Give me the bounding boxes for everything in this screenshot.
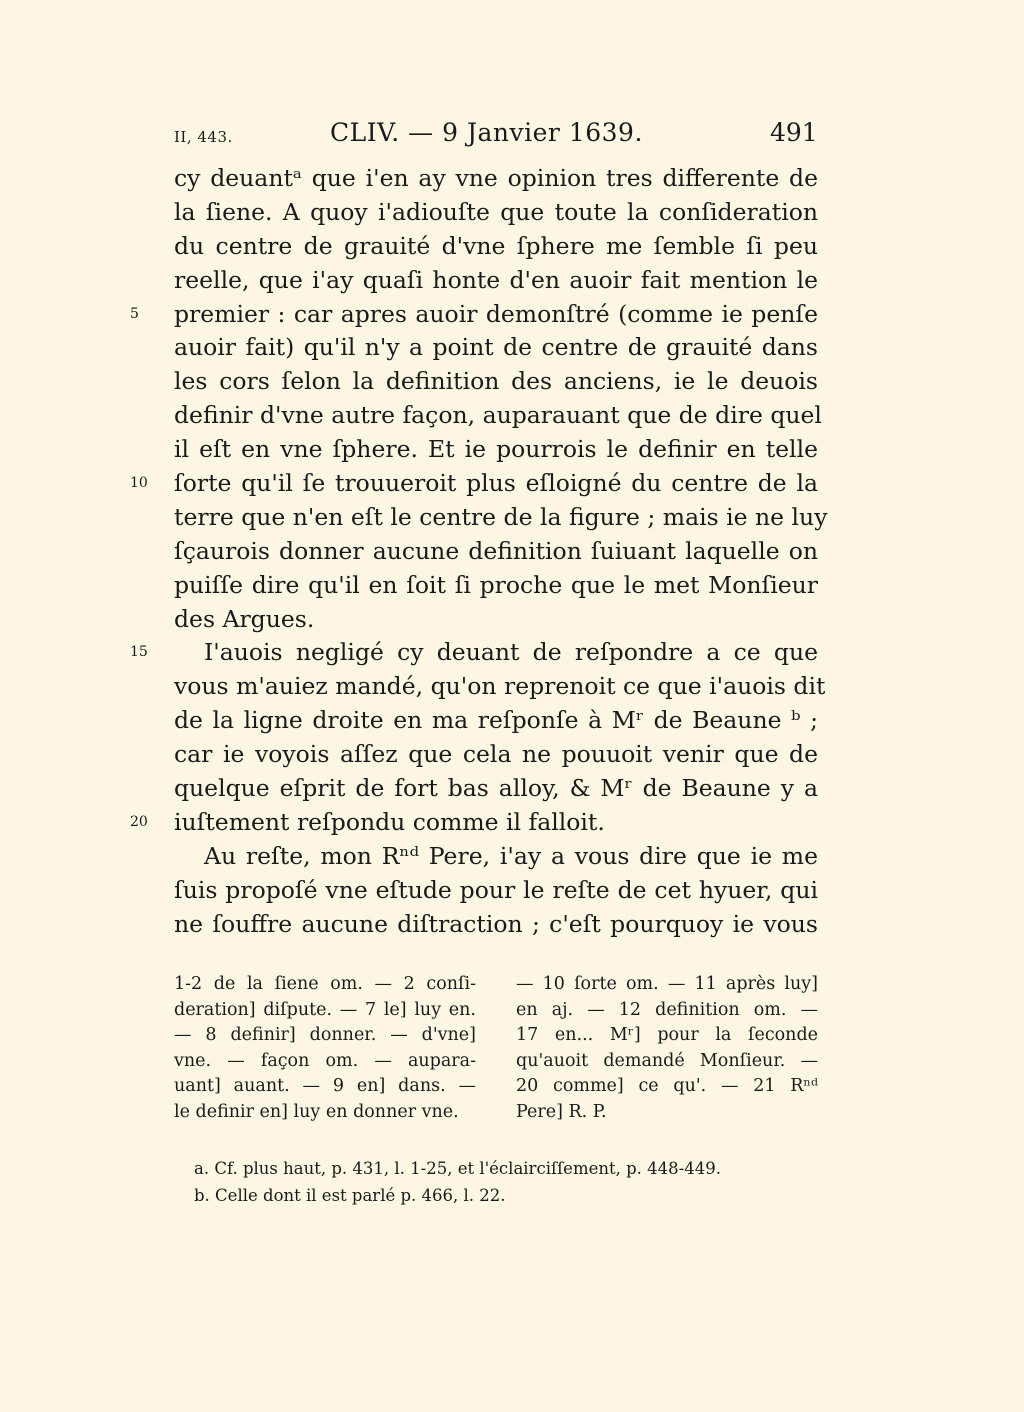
text-line-content: ſuis propoſé vne eſtude pour le reſte de cet hyuer, qui bbox=[174, 875, 818, 904]
text-line bbox=[174, 331, 818, 365]
variant-line: 20 comme] ce qu'. — 21 Rⁿᵈ bbox=[516, 1076, 818, 1096]
letter-body bbox=[130, 162, 828, 941]
text-line-content: des Argues. bbox=[174, 604, 315, 633]
variants-right-column bbox=[516, 972, 818, 1125]
text-line bbox=[174, 264, 818, 298]
text-line-content: ne ſouffre aucune diſtraction ; c'eſt pourquoy ie vous bbox=[174, 909, 818, 938]
variants-left-column bbox=[174, 972, 476, 1125]
text-line bbox=[174, 162, 818, 196]
text-line-content: definir d'vne autre façon, auparauant que de dire quel bbox=[174, 401, 822, 430]
text-line bbox=[174, 433, 818, 467]
variant-line: uant] auant. — 9 en] dans. — bbox=[174, 1076, 476, 1096]
text-line bbox=[174, 399, 822, 433]
text-line bbox=[174, 501, 828, 535]
text-line-content: ſorte qu'il ſe trouueroit plus eſloigné du centre de la bbox=[174, 469, 818, 498]
text-line-content: cy deuantᵃ que i'en ay vne opinion tres differente de bbox=[174, 164, 818, 192]
variant-line: en aj. — 12 definition om. — bbox=[516, 999, 818, 1020]
text-line bbox=[174, 704, 818, 738]
text-line-content: les cors ſelon la definition des anciens, ie le deuois bbox=[174, 367, 818, 396]
text-line bbox=[174, 670, 826, 704]
text-line bbox=[130, 806, 818, 840]
text-line-content: I'auois negligé cy deuant de reſpondre a ce que bbox=[204, 638, 818, 667]
running-header bbox=[0, 118, 1024, 154]
text-line-content: la ſiene. A quoy i'adiouſte que toute la conſideration bbox=[174, 197, 818, 226]
footnote: b. Celle dont il est parlé p. 466, l. 22. bbox=[194, 1186, 506, 1205]
text-line bbox=[174, 535, 818, 569]
text-line bbox=[174, 908, 818, 942]
variant-line: qu'auoit demandé Monſieur. — bbox=[516, 1050, 818, 1071]
variant-line: le definir en] luy en donner vne. bbox=[174, 1101, 459, 1122]
line-number: 10 bbox=[130, 475, 148, 492]
text-line-content: Au reſte, mon Rⁿᵈ Pere, i'ay a vous dire que ie me bbox=[204, 841, 818, 870]
text-line-content: reelle, que i'ay quaſi honte d'en auoir fait mention le bbox=[174, 265, 818, 294]
footnotes bbox=[194, 1155, 721, 1209]
line-number: 20 bbox=[130, 813, 148, 830]
text-line-content: quelque eſprit de fort bas alloy, & Mʳ de Beaune y a bbox=[174, 774, 818, 803]
text-line-content: ſçaurois donner aucune definition ſuiuant laquelle on bbox=[174, 536, 818, 565]
text-line-content: du centre de grauité d'vne ſphere me ſemble ſi peu bbox=[174, 231, 818, 260]
page-number: 491 bbox=[770, 118, 818, 147]
text-line bbox=[174, 772, 818, 806]
text-line-content: terre que n'en eſt le centre de la figure ; mais ie ne luy bbox=[174, 502, 828, 531]
text-line bbox=[174, 569, 818, 603]
text-line bbox=[174, 738, 818, 772]
text-line bbox=[174, 230, 818, 264]
line-number: 15 bbox=[130, 644, 148, 661]
text-line-content: iuſtement reſpondu comme il falloit. bbox=[174, 807, 605, 836]
text-line bbox=[130, 298, 818, 332]
text-line-content: car ie voyois aſſez que cela ne pouuoit venir que de bbox=[174, 740, 818, 769]
text-line bbox=[174, 840, 818, 874]
variant-line: deration] diſpute. — 7 le] luy en. bbox=[174, 999, 476, 1020]
variant-line: — 8 definir] donner. — d'vne] bbox=[174, 1025, 476, 1045]
footnote: a. Cf. plus haut, p. 431, l. 1-25, et l'éclairciſſement, p. 448-449. bbox=[194, 1159, 721, 1178]
text-line-content: premier : car apres auoir demonſtré (comme ie penſe bbox=[174, 299, 818, 328]
text-line-content: auoir fait) qu'il n'y a point de centre de grauité dans bbox=[174, 333, 818, 362]
text-line-content: de la ligne droite en ma reſponſe à Mʳ de Beaune ᵇ ; bbox=[174, 706, 818, 735]
text-line bbox=[174, 874, 818, 908]
text-line bbox=[174, 603, 818, 637]
variant-line: 1-2 de la ſiene om. — 2 conſi- bbox=[174, 974, 476, 994]
variant-line: 17 en... Mʳ] pour la ſeconde bbox=[516, 1025, 818, 1045]
text-line-content: vous m'auiez mandé, qu'on reprenoit ce que i'auois dit bbox=[174, 672, 826, 701]
text-line bbox=[174, 365, 818, 399]
variant-line: — 10 ſorte om. — 11 après luy] bbox=[516, 974, 818, 994]
text-line bbox=[174, 196, 818, 230]
text-line-content: puiſſe dire qu'il en ſoit ſi proche que le met Monſieur bbox=[174, 570, 818, 599]
text-line bbox=[130, 467, 818, 501]
letter-heading: CLIV. — 9 Janvier 1639. bbox=[330, 118, 643, 147]
volume-reference: II, 443. bbox=[174, 128, 233, 146]
variant-line: vne. — façon om. — aupara- bbox=[174, 1050, 476, 1071]
line-number: 5 bbox=[130, 305, 139, 322]
variant-line: Pere] R. P. bbox=[516, 1101, 607, 1122]
text-line bbox=[130, 636, 818, 670]
text-line-content: il eſt en vne ſphere. Et ie pourrois le definir en telle bbox=[174, 435, 818, 464]
